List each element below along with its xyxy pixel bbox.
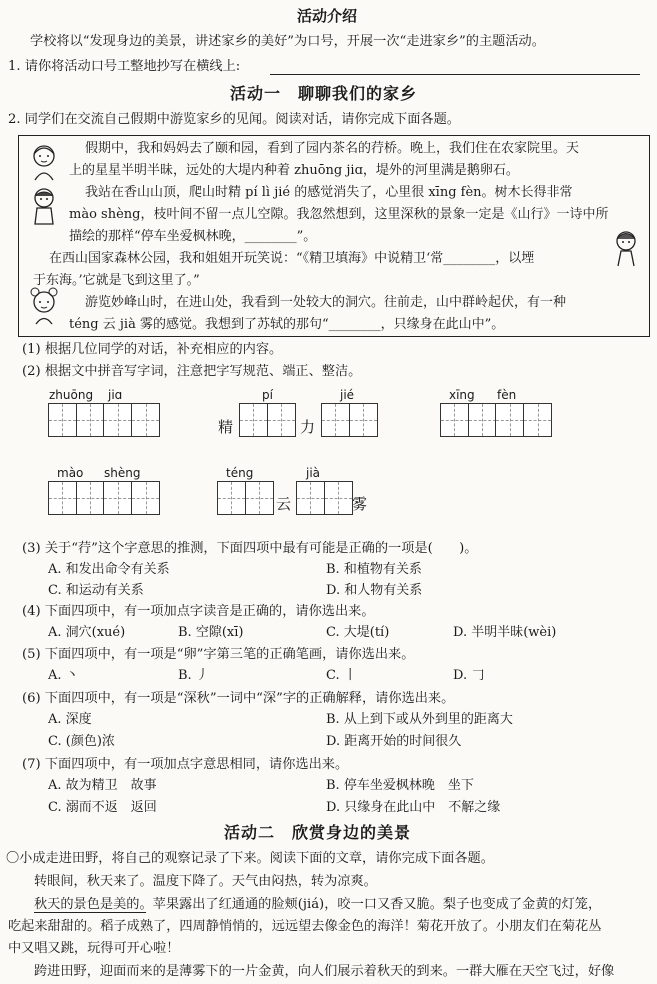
pinyin-g3-2: fèn (497, 388, 517, 402)
activity2-title: 活动二 欣赏身边的美景 (224, 823, 412, 842)
activity1-title: 活动一 聊聊我们的家乡 (230, 84, 418, 103)
sub6-option-a[interactable]: A. 深度 (48, 712, 92, 727)
sub2-stem: (2) 根据文中拼音写字词，注意把字写规范、端正、整洁。 (22, 364, 362, 379)
pinyin-g1-2: jiɑ (108, 388, 123, 402)
pinyin-g5-2: jià (306, 466, 321, 480)
passage-underline (34, 912, 146, 913)
sub4-stem: (4) 下面四项中，有一项加点字读音是正确的，请你选出来。 (22, 604, 375, 619)
pinyin-g2-2: jié (340, 388, 355, 402)
sub7-stem: (7) 下面四项中，有一项加点字意思相同，请你选出来。 (22, 757, 349, 772)
grid-g2-b[interactable] (322, 403, 378, 437)
q2-label: 2. 同学们在交流自己假期中游览家乡的见闻。阅读对话，请你完成下面各题。 (8, 112, 460, 127)
pinyin-g1-1: zhuōng (49, 388, 94, 402)
passage-p2-line1: 秋天的景色是美的。苹果露出了红通通的脸颊(jiá)，咬一口又香又脆。梨子也变成了金黄的灯笼， (34, 897, 602, 912)
sub7-option-d[interactable]: D. 只缘身在此山中 不解之缘 (326, 800, 501, 815)
sub6-option-d[interactable]: D. 距离开始的时间很久 (326, 734, 462, 749)
sub4-option-b[interactable]: B. 空隙(xī) (178, 625, 244, 640)
sub6-option-b[interactable]: B. 从上到下或从外到里的距离大 (326, 712, 513, 727)
dialog-line-7: 于东海。’它就是飞到这里了。” (33, 273, 200, 288)
passage-p1: 转眼间，秋天来了。温度下降了。天气由闷热，转为凉爽。 (34, 874, 377, 889)
child-avatar-icon (27, 286, 61, 326)
passage-p2-line3: 中又唱又跳，玩得可开心啦！ (8, 941, 180, 956)
grid-g5-char-2: 雾 (352, 495, 368, 513)
grid-g3[interactable] (441, 403, 552, 437)
sub3-option-d[interactable]: D. 和人物有关系 (326, 583, 423, 598)
sub4-option-d[interactable]: D. 半明半昧(wèi) (453, 625, 557, 640)
dialog-line-8: 游览妙峰山时，在进山处，我看到一处较大的洞穴。往前走，山中群岭起伏，有一种 (85, 295, 567, 310)
dialog-line-2: 上的星星半明半昧，远处的大堤内种着 zhuōng jiɑ，堤外的河里满是鹅卵石。 (69, 163, 519, 178)
sub5-option-d[interactable]: D. 𠃌 (453, 668, 485, 683)
grid-g5-b[interactable] (297, 481, 353, 515)
grid-g2-char-1: 精 (218, 418, 234, 436)
sub6-option-c[interactable]: C. (颜色)浓 (48, 734, 115, 749)
q1-label: 1. 请你将活动口号工整地抄写在横线上: (8, 59, 241, 74)
dialog-line-3: 我站在香山山顶，爬山时精 pí lì jié 的感觉消失了，心里很 xīng fèn。树木长得非常 (85, 185, 573, 200)
sub5-option-a[interactable]: A. 丶 (48, 668, 79, 683)
sub4-option-c[interactable]: C. 大堤(tí) (326, 625, 390, 640)
sub1-stem: (1) 根据几位同学的对话，补充相应的内容。 (22, 342, 283, 357)
dialog-box (18, 135, 650, 337)
passage-p2-line2: 吃起来甜甜的。稻子成熟了，四周静悄悄的，远远望去像金色的海洋！菊花开放了。小朋友们在菊花丛 (8, 919, 602, 934)
sub5-option-b[interactable]: B. 丿 (178, 668, 209, 683)
grid-g4[interactable] (49, 481, 160, 515)
pinyin-g5-1: téng (226, 466, 254, 480)
pinyin-g2-1: pí (262, 388, 273, 402)
sub7-option-b[interactable]: B. 停车坐爱枫林晚 坐下 (326, 778, 474, 793)
dialog-line-1: 假期中，我和妈妈去了颐和园，看到了园内茶名的荇桥。晚上，我们住在农家院里。天 (85, 141, 580, 156)
passage-p3: 跨进田野，迎面而来的是薄雾下的一片金黄，向人们展示着秋天的到来。一群大雁在天空飞过，好像 (34, 964, 615, 979)
sister-avatar-icon (609, 228, 643, 268)
grid-g5-char-1: 云 (276, 495, 292, 513)
sub6-stem: (6) 下面四项中，有一项是“深秋”一词中“深”字的正确解释，请你选出来。 (22, 691, 455, 706)
dialog-line-4: mào shèng，枝叶间不留一点儿空隙。我忽然想到，这里深秋的景象一定是《山行》一诗中所 (69, 207, 609, 222)
dialog-line-9: téng 云 jià 雾的感觉。我想到了苏轼的那句“________，只缘身在此山中”。 (69, 317, 505, 332)
q1-answer-line[interactable] (270, 74, 640, 75)
pinyin-g4-2: shèng (104, 466, 141, 480)
dialog-line-6: 在西山国家森林公园，我和姐姐开玩笑说：“《精卫填海》中说精卫‘常________，以堙 (49, 251, 535, 266)
sub3-option-b[interactable]: B. 和植物有关系 (326, 562, 422, 577)
sub7-option-a[interactable]: A. 故为精卫 故事 (48, 778, 157, 793)
sub4-option-a[interactable]: A. 洞穴(xué) (48, 625, 126, 640)
dialog-line-5: 描绘的那样“停车坐爱枫林晚，________”。 (69, 229, 317, 244)
sub3-stem: (3) 关于“荇”这个字意思的推测，下面四项中最有可能是正确的一项是( )。 (22, 541, 478, 556)
grid-g2-char-2: 力 (300, 418, 316, 436)
girl-avatar-icon (27, 142, 61, 182)
intro-text: 学校将以“发现身边的美景，讲述家乡的美好”为口号，开展一次“走进家乡”的主题活动。 (30, 34, 545, 49)
q3-label: 〇小成走进田野，将自己的观察记录了下来。阅读下面的文章，请你完成下面各题。 (6, 851, 494, 866)
sub3-option-c[interactable]: C. 和运动有关系 (48, 583, 144, 598)
sub7-option-c[interactable]: C. 溺而不返 返回 (48, 800, 157, 815)
sub3-option-a[interactable]: A. 和发出命令有关系 (48, 562, 170, 577)
grid-g1[interactable] (49, 403, 160, 437)
grid-g2-a[interactable] (240, 403, 296, 437)
sub5-option-c[interactable]: C. 丨 (326, 668, 357, 683)
pinyin-g3-1: xīng (449, 388, 475, 402)
grid-g5-a[interactable] (218, 481, 274, 515)
boy-avatar-icon (27, 186, 61, 226)
pinyin-g4-1: mào (57, 466, 84, 480)
intro-title: 活动介绍 (297, 7, 358, 25)
sub5-stem: (5) 下面四项中，有一项是“卵”字第三笔的正确笔画，请你选出来。 (22, 647, 415, 662)
